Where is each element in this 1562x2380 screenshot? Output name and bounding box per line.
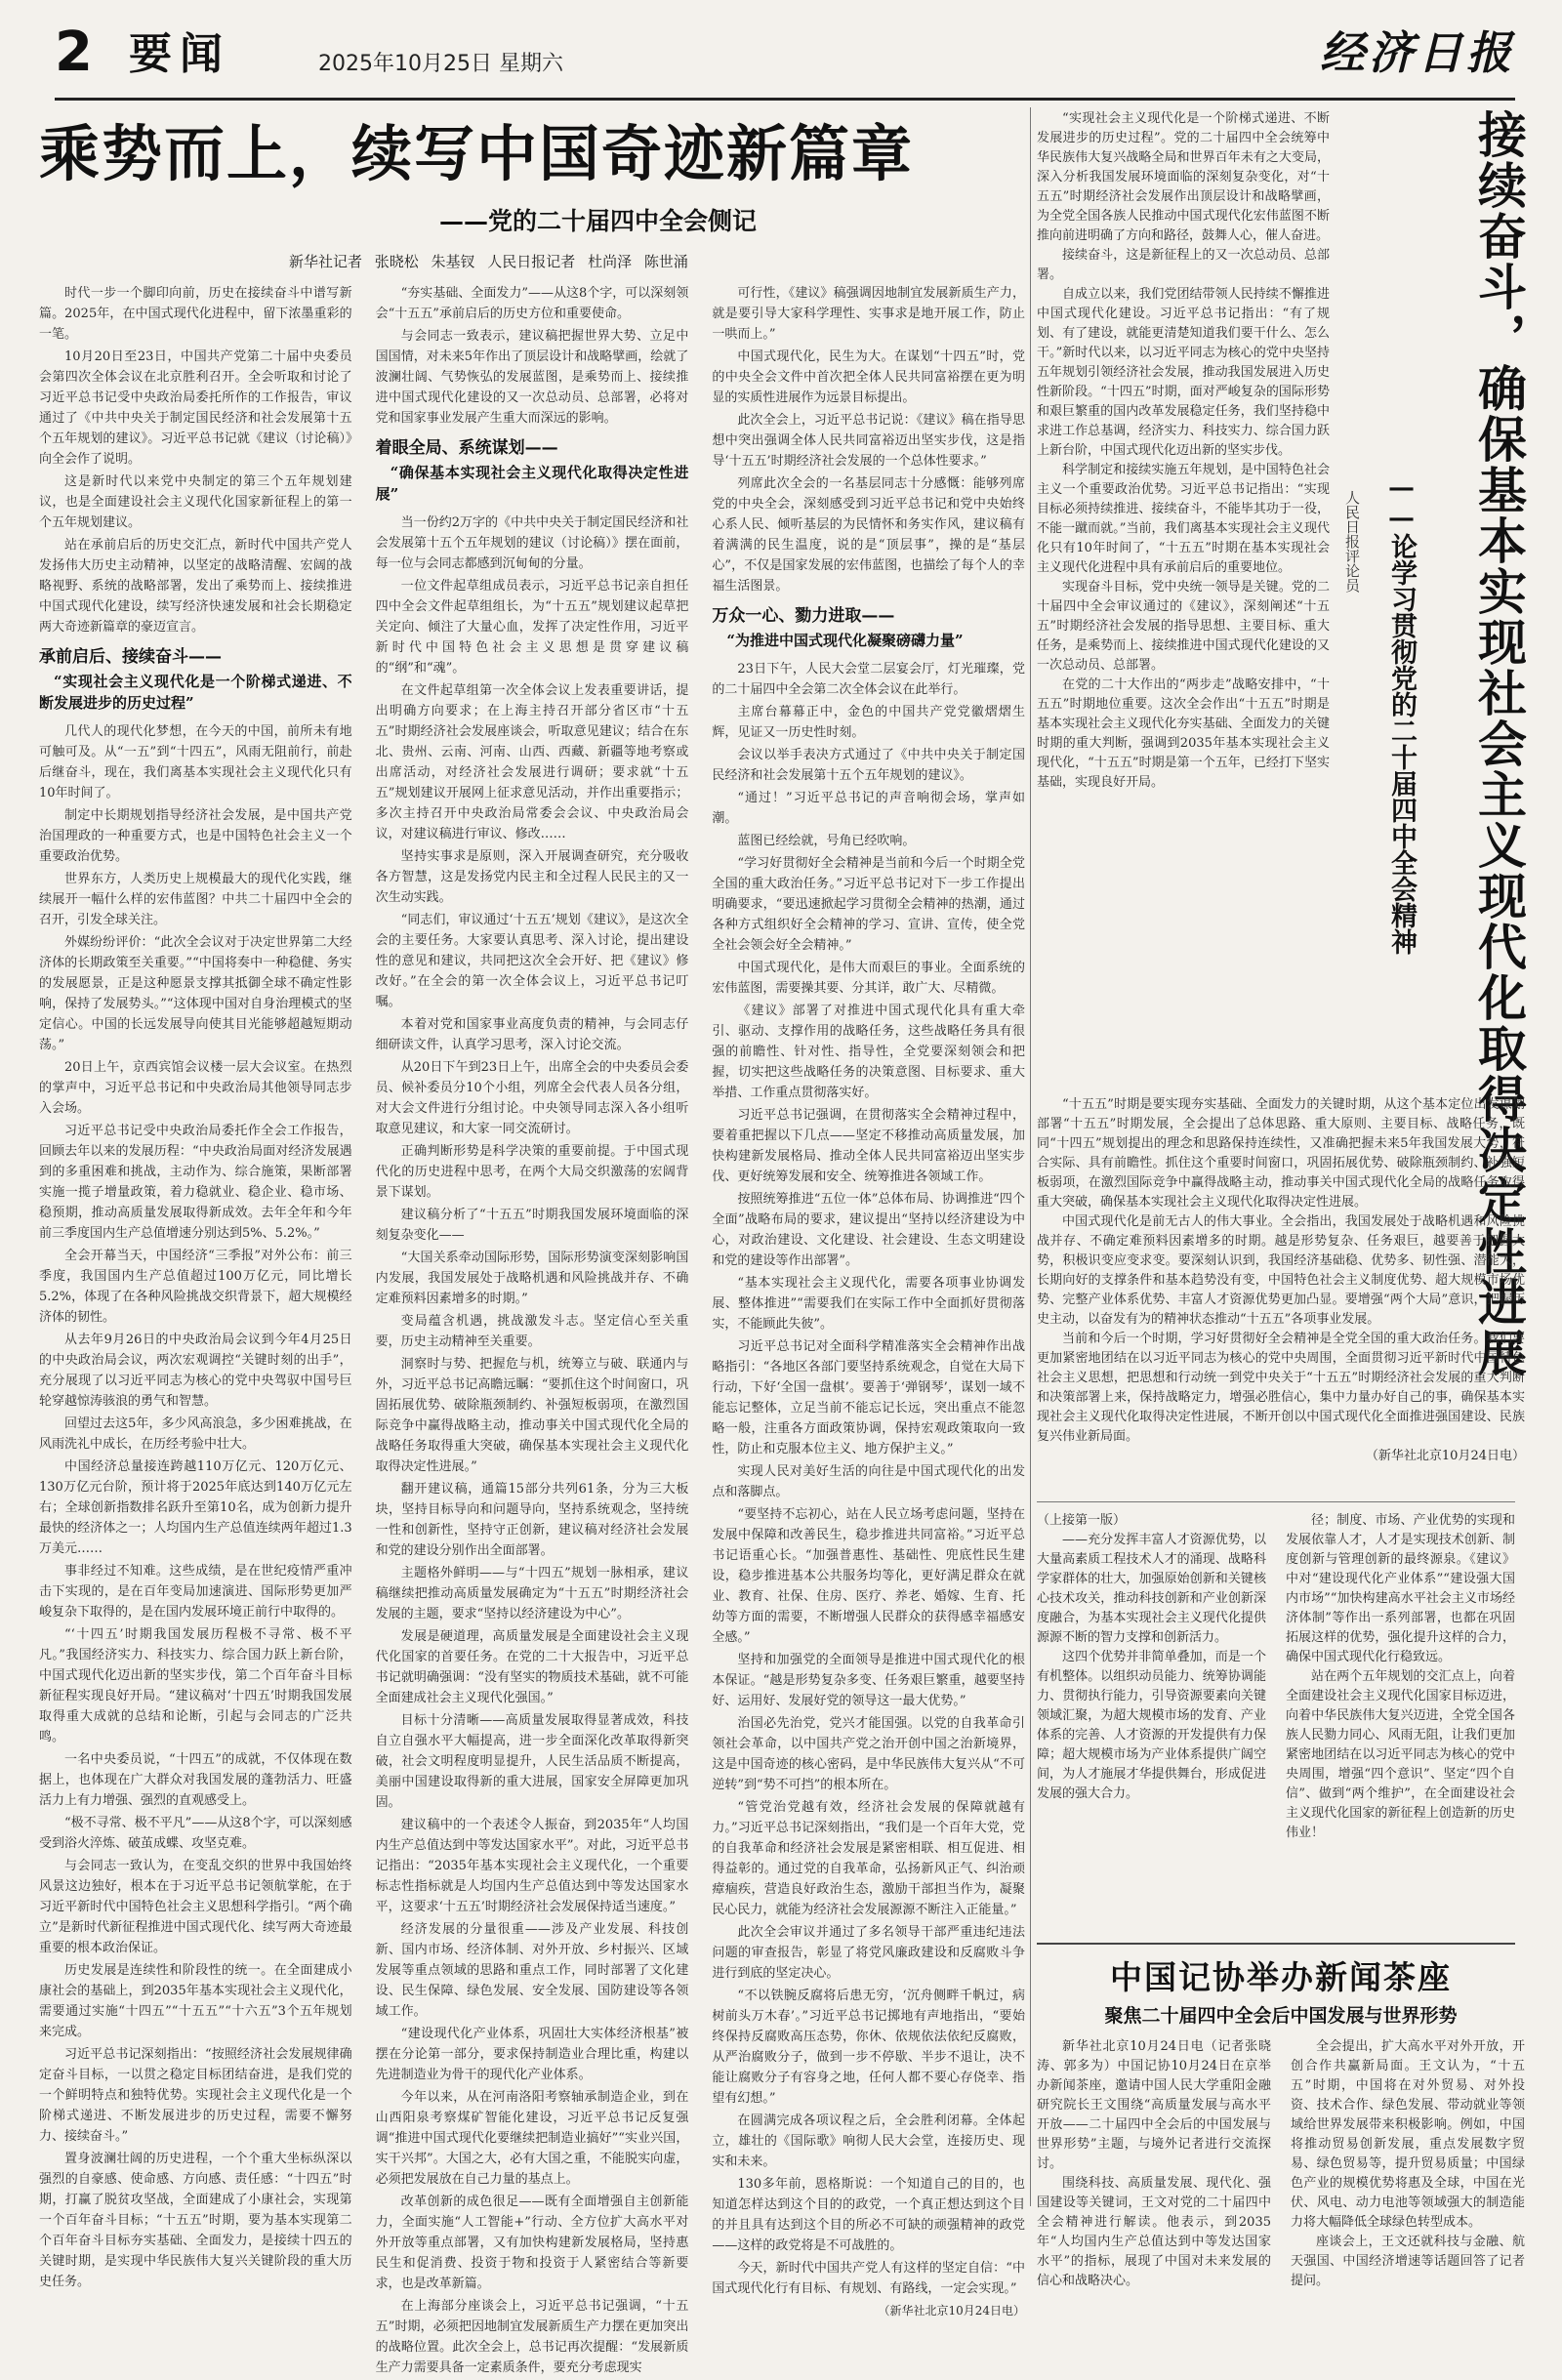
paragraph: 这四个优势并非简单叠加，而是一个有机整体。以组织动员能力、统筹协调能力、贯彻执行能力，引导资源要素向关键领域汇聚，为超大规模市场的发育、产业体系的完善、人才资源的开发提供有力保障；超大规模市场为产业体系提供广阔空间，为人才施展才华提供舞台，形成促进发展的强大合力。	[1037, 1650, 1266, 1801]
paragraph: 20日上午，京西宾馆会议楼一层大会议室。在热烈的掌声中，习近平总书记和中央政治局其他领导同志步入会场。	[39, 1060, 352, 1116]
paragraph: 回望过去这5年，多少风高浪急，多少困难挑战，在风雨洗礼中成长，在历经考验中壮大。	[39, 1416, 352, 1452]
section-divider	[1037, 1501, 1515, 1502]
paragraph: 中国式现代化是前无古人的伟大事业。全会指出，我国发展处于战略机遇和风险挑战并存、不确定难预料因素增多的时期。越是形势复杂、任务艰巨，越要善于把握大势，积极识变应变求变。要深刻认识到，我国经济基础稳、优势多、韧性强、潜能大，长期向好的支撑条件和基本趋势没有变，中国特色社会主义制度优势、超大规模市场优势、完整产业体系优势、丰富人才资源优势更加凸显。要增强“两个大局”意识，把握历史主动，以奋发有为的精神状态推动“十五五”各项事业发展。	[1037, 1214, 1525, 1327]
paragraph: “同志们，审议通过‘十五五’规划《建议》，是这次全会的主要任务。大家要认真思考、深入讨论，提出建设性的意见和建议，共同把这次全会开好、把《建议》修改好。”在全会的第一次全体会议上，习近平总书记叮嘱。	[375, 913, 689, 1009]
news-title: 中国记协举办新闻茶座	[1110, 1958, 1452, 1996]
commentary-text-top	[1037, 109, 1330, 1086]
section-heading: 承前启后、接续奋斗——	[39, 647, 222, 667]
commentary-author: 人民日报评论员	[1343, 490, 1361, 593]
paragraph: 本着对党和国家事业高度负责的精神，与会同志仔细研读文件，认真学习思考，深入讨论交流。	[375, 1017, 689, 1052]
paragraph: 在圆满完成各项议程之后，全会胜利闭幕。全体起立，雄壮的《国际歌》响彻人民大会堂，连接历史、现实和未来。	[712, 2113, 1025, 2169]
paragraph: 新华社北京10月24日电（记者张晓涛、郭多为）中国记协10月24日在京举办新闻茶座，邀请中国人民大学重阳金融研究院长王文围绕“高质量发展与高水平开放——二十届四中全会后的中国发展与世界形势”主题，与境外记者进行交流探讨。	[1037, 2039, 1271, 2171]
paragraph: 发展是硬道理，高质量发展是全面建设社会主义现代化国家的首要任务。在党的二十大报告中，习近平总书记就明确强调：“没有坚实的物质技术基础，就不可能全面建成社会主义现代化强国。”	[375, 1629, 689, 1705]
section-heading: 万众一心、勠力进取——	[712, 606, 895, 626]
paragraph: 从去年9月26日的中央政治局会议到今年4月25日的中央政治局会议，两次宏观调控“关键时刻的出手”，充分展现了以习近平同志为核心的党中央驾驭中国号巨轮穿越惊涛骇浪的勇气和智慧。	[39, 1333, 352, 1409]
paragraph: “不以铁腕反腐将后患无穷，‘沉舟侧畔千帆过，病树前头万木春’。”习近平总书记掷地有声地指出，“要始终保持反腐败高压态势，你休、依规依法依纪反腐败，从严治腐败分子，做到一步不停歇、半步不退让，决不能让腐败分子有容身之地，任何人都不要心存侥幸、指望有幻想。”	[712, 1989, 1025, 2106]
paragraph: 主席台幕幕正中，金色的中国共产党党徽熠熠生辉，见证又一历史性时刻。	[712, 705, 1025, 740]
paragraph: 与会同志一致表示，建议稿把握世界大势、立足中国国情，对未来5年作出了顶层设计和战略擘画，绘就了波澜壮阔、气势恢弘的发展蓝图，是乘势而上、接续推进中国式现代化建设的又一次总动员、总部署，必将对党和国家事业发展产生重大而深远的影响。	[375, 329, 689, 426]
paragraph: 建议稿分析了“十五五”时期我国发展环境面临的深刻复杂变化——	[375, 1208, 689, 1243]
paragraph: 130多年前，恩格斯说：一个知道自己的目的，也知道怎样达到这个目的的政党，一个真正想达到这个目的并且具有达到这个目的所必不可缺的顽强精神的政党——这样的政党将是不可战胜的。	[712, 2177, 1025, 2253]
paragraph: 事非经过不知难。这些成绩，是在世纪疫情严重冲击下实现的，是在百年变局加速演进、国际形势更加严峻复杂下取得的，是在国内发展环境正前行中取得的。	[39, 1564, 352, 1620]
paragraph: 改革创新的成色很足——既有全面增强自主创新能力，全面实施“人工智能+”行动、全方位扩大高水平对外开放等重点部署，又有加快构建新发展格局，坚持惠民生和促消费、投资于物和投资于人紧密结合等新要求，也是改革新篇。	[375, 2195, 689, 2291]
paragraph: 站在两个五年规划的交汇点上，向着全面建设社会主义现代化国家目标迈进，向着中华民族伟大复兴迈进，全党全国各族人民勠力同心、风雨无阻，让我们更加紧密地团结在以习近平同志为核心的党中央周围，增强“四个意识”、坚定“四个自信”、做到“两个维护”，在全面建设社会主义现代化国家的新征程上创造新的历史伟业！	[1286, 1669, 1515, 1840]
section-divider	[1037, 1943, 1515, 1945]
paragraph: 置身波澜壮阔的历史进程，一个个重大坐标纵深以强烈的自豪感、使命感、方向感、责任感：“十四五”时期，打赢了脱贫攻坚战，全面建成了小康社会，实现第一个百年奋斗目标；“十五五”时期，要为基本实现第二个百年奋斗目标夯实基础、全面发力，是接续十四五的关键时期，是实现中华民族伟大复兴关键阶段的重大历史任务。	[39, 2152, 352, 2289]
paragraph: 此次全会上，习近平总书记说：《建议》稿在指导思想中突出强调全体人民共同富裕迈出坚实步伐，这是指导‘十五五’时期经济社会发展的一个总体性要求。”	[712, 413, 1025, 469]
paragraph: 翻开建议稿，通篇15部分共列61条，分为三大板块，坚持目标导向和问题导向，坚持系统观念，坚持统一性和创新性，坚持守正创新，建议稿对经济社会发展和党的建设分别作出全面部署。	[375, 1482, 689, 1558]
paragraph: 几代人的现代化梦想，在今天的中国，前所未有地可触可及。从“一五”到“十四五”，风雨无阻前行，前赴后继奋斗，现在，我们离基本实现社会主义现代化只有10年时间了。	[39, 724, 352, 800]
article-column-2	[376, 283, 689, 2380]
paragraph: 经济发展的分量很重——涉及产业发展、科技创新、国内市场、经济体制、对外开放、乡村振兴、区域发展等重点领域的思路和重点工作，同时部署了文化建设、民生保障、绿色发展、安全发展、国防建设等各领域工作。	[375, 1922, 689, 2019]
column-divider	[1030, 107, 1031, 2206]
paragraph: 围绕科技、高质量发展、现代化、强国建设等关键词，王文对党的二十届四中全会精神进行解读。他表示，到2035年“人均国内生产总值达到中等发达国家水平”的指标，展现了中国对未来发展的信心和战略决心。	[1037, 2176, 1271, 2288]
paragraph: 今天，新时代中国共产党人有这样的坚定自信：“中国式现代化行有目标、有规划、有路线，一定会实现。”	[712, 2261, 1025, 2296]
paragraph: “基本实现社会主义现代化，需要各项事业协调发展、整体推进”“需要我们在实际工作中全面抓好贯彻落实，不能顾此失彼”。	[712, 1276, 1025, 1332]
paragraph: 一名中央委员说，“十四五”的成就，不仅体现在数据上，也体现在广大群众对我国发展的蓬勃活力、旺盛活力上有力增强、强烈的直观感受上。	[39, 1752, 352, 1808]
section-name: 要闻	[129, 29, 230, 79]
paragraph: 外媒纷纷评价：“此次全会议对于决定世界第二大经济体的长期政策至关重要。”“中国将奏中一种稳健、务实的发展愿景，正是这种愿景支撑其抵御全球不确定性影响，保持了发展势头。”“这体现中国对自身治理模式的坚定信心。中国的长远发展导向使其目光能够超越短期动荡。”	[39, 935, 352, 1052]
paragraph: “通过！”习近平总书记的声音响彻会场，掌声如潮。	[712, 791, 1025, 826]
paragraph: 习近平总书记强调，在贯彻落实全会精神过程中，要着重把握以下几点——坚定不移推动高质量发展，加快构建新发展格局、推动全体人民共同富裕迈出坚实步伐、更好统筹发展和安全、统筹推进各领域工作。	[712, 1108, 1025, 1184]
paragraph: 在上海部分座谈会上，习近平总书记强调，“十五五”时期，必须把因地制宜发展新质生产力摆在更加突出的战略位置。此次全会上，总书记再次提醒：“发展新质生产力需要具备一定素质条件，要充分考虑现实	[375, 2299, 689, 2375]
paragraph: 23日下午，人民大会堂二层宴会厅，灯光璀璨，党的二十届四中全会第二次全体会议在此举行。	[712, 662, 1025, 697]
paragraph: “学习好贯彻好全会精神是当前和今后一个时期全党全国的重大政治任务。”习近平总书记对下一步工作提出明确要求，“要迅速掀起学习贯彻全会精神的热潮，通过各种方式组织好全会精神的学习、宣讲、宣传，使全党全社会领会好全会精神。”	[712, 856, 1025, 953]
paragraph: 列席此次全会的一名基层同志十分感慨：能够列席党的中央全会，深刻感受到习近平总书记和党中央始终心系人民、倾听基层的为民情怀和务实作风，建议稿有着满满的民生温度，说的是“顶层事”，操的是“基层心”，不仅是国家发展的宏伟蓝图，也描绘了每个人的幸福生活图景。	[712, 476, 1025, 594]
news-column-2	[1291, 2037, 1525, 2291]
paragraph: 正确判断形势是科学决策的重要前提。于中国式现代化的历史进程中思考，在两个大局交织激荡的宏阔背景下谋划。	[375, 1144, 689, 1200]
paragraph: 全会开幕当天，中国经济“三季报”对外公布：前三季度，我国国内生产总值超过100万亿元，同比增长5.2%，体现了在各种风险挑战交织背景下，超大规模经济体的韧性。	[39, 1249, 352, 1325]
paragraph: 习近平总书记对全面科学精准落实全会精神作出战略指引：“各地区各部门要坚持系统观念，自觉在大局下行动，下好‘全国一盘棋’。要善于‘弹钢琴’，谋划一域不能忘记整体，立足当前不能忘记长远，突出重点不能忽略一般，注重各方面政策协调，保持宏观政策取向一致性，防止和克服本位主义、地方保护主义。”	[712, 1339, 1025, 1457]
paragraph: 中国经济总量接连跨越110万亿元、120万亿元、130万亿元台阶，预计将于2025年底达到140万亿元左右；全球创新指数排名跃升至第10名，成为创新力提升最快的经济体之一；人均国内生产总值连续两年超过1.3万美元……	[39, 1459, 352, 1556]
paragraph: “极不寻常、极不平凡”——从这8个字，可以深刻感受到浴火淬炼、破茧成蝶、攻坚克难。	[39, 1816, 352, 1851]
paragraph: 从20日下午到23日上午，出席全会的中央委员会委员、候补委员分10个小组，列席全会代表人员各分组，对大会文件进行分组讨论。中央领导同志深入各小组听取意见建议，和大家一同交流研讨。	[375, 1060, 689, 1136]
paragraph: 中国式现代化，是伟大而艰巨的事业。全面系统的宏伟蓝图，需要操其要、分其详，敢广大、尽精微。	[712, 961, 1025, 996]
continued-tag: （上接第一版）	[1037, 1513, 1127, 1528]
news-article	[1037, 1957, 1525, 2288]
continued-column-2	[1286, 1511, 1515, 1921]
header-divider	[55, 98, 1515, 101]
paragraph: “‘十四五’时期我国发展历程极不寻常、极不平凡。”我国经济实力、科技实力、综合国力跃上新台阶，中国式现代化迈出新的坚实步伐，第二个百年奋斗目标新征程实现良好开局。“建议稿对‘十四五’时期我国发展取得重大成就的总结和论断，引起与会同志的广泛共鸣。	[39, 1627, 352, 1744]
paragraph: 10月20日至23日，中国共产党第二十届中央委员会第四次全体会议在北京胜利召开。全会听取和讨论了习近平总书记受中央政治局委托所作的工作报告，审议通过了《中共中央关于制定国民经济和社会发展第十五个五年规划的建议》。习近平总书记就《建议（讨论稿）》向全会作了说明。	[39, 349, 352, 467]
news-column-1	[1037, 2037, 1271, 2291]
paragraph: 今年以来，从在河南洛阳考察轴承制造企业，到在山西阳泉考察煤矿智能化建设，习近平总书记反复强调“推进中国式现代化要继续把制造业搞好”“实业兴国，实干兴邦”。大国之大，必有大国之重，不能脱实向虚，必须把发展放在自己力量的基点上。	[375, 2090, 689, 2187]
page-header	[55, 21, 1515, 92]
main-article-body	[39, 283, 1025, 2375]
article-column-1	[39, 283, 352, 2380]
paragraph: “夯实基础、全面发力”——从这8个字，可以深刻领会“十五五”承前启后的历史方位和重要使命。	[375, 286, 689, 321]
page-number: 2	[55, 21, 93, 84]
commentary-title: 接续奋斗，确保基本实现社会主义现代化取得决定性进展	[1470, 109, 1527, 1378]
dateline-signoff: （新华社北京10月24日电）	[878, 2304, 1025, 2318]
paragraph: “十五五”时期是要实现夯实基础、全面发力的关键时期，从这个基本定位出发谋划部署“十五五”时期发展，全会提出了总体思路、重大原则、主要目标、战略任务，既同“十四五”规划提出的理念和思路保持连续性，又准确把握未来5年我国发展大势，符合实际、具有前瞻性。抓住这个重要时间窗口，巩固拓展优势、破除瓶颈制约、补强短板弱项，在激烈国际竞争中赢得战略主动，推动事关中国式现代化全局的战略任务取得重大突破，确保基本实现社会主义现代化取得决定性进展。	[1037, 1097, 1525, 1210]
paragraph: 科学制定和接续实施五年规划，是中国特色社会主义一个重要政治优势。习近平总书记指出：“实现目标必须持续推进、接续奋斗，不能毕其功于一役，不能一蹴而就。”当前，我们离基本实现社会主义现代化只有10年时间了，“十五五”时期在基本实现社会主义现代化进程中具有承前启后的重要地位。	[1037, 463, 1330, 575]
paragraph: 径；制度、市场、产业优势的实现和发展依靠人才，人才是实现技术创新、制度创新与管理创新的最终源泉。《建议》中对“建设现代化产业体系”“建设强大国内市场”“加快构建高水平社会主义市场经济体制”等作出一系列部署，也都在巩固拓展这样的优势，强化提升这样的合力，确保中国式现代化行稳致远。	[1286, 1513, 1515, 1664]
paragraph: 当一份约2万字的《中共中央关于制定国民经济和社会发展第十五个五年规划的建议（讨论稿）》摆在面前，每一位与会同志都感到沉甸甸的分量。	[375, 515, 689, 571]
paragraph: “要坚持不忘初心，站在人民立场考虑问题，坚持在发展中保障和改善民生，稳步推进共同富裕。”习近平总书记语重心长。“加强普惠性、基础性、兜底性民生建设，稳步推进基本公共服务均等化，更好满足群众在就业、教育、社保、住房、医疗、养老、婚嫁、生育、托幼等方面的需要，不断增强人民群众的获得感幸福感安全感。”	[712, 1507, 1025, 1645]
main-article-byline: 新华社记者 张晓松 朱基钗 人民日报记者 杜尚泽 陈世涌	[289, 253, 688, 270]
commentary-subtitle: ——论学习贯彻党的二十届四中全会精神	[1386, 472, 1417, 955]
paragraph: 实现人民对美好生活的向往是中国式现代化的出发点和落脚点。	[712, 1464, 1025, 1499]
paragraph: 可行性，《建议》稿强调因地制宜发展新质生产力，就是要引导大家科学理性、实事求是地开展工作，防止一哄而上。”	[712, 286, 1025, 342]
paragraph: 这是新时代以来党中央制定的第三个五年规划建议，也是全面建设社会主义现代化国家新征程上的第一个五年规划建议。	[39, 474, 352, 530]
paragraph: “大国关系牵动国际形势，国际形势演变深刻影响国内发展，我国发展处于战略机遇和风险挑战并存、不确定难预料因素增多的时期。”	[375, 1251, 689, 1306]
paragraph: 变局蕴含机遇，挑战激发斗志。坚定信心至关重要，历史主动精神至关重要。	[375, 1314, 689, 1349]
paragraph: 站在承前启后的历史交汇点，新时代中国共产党人发扬伟大历史主动精神，以坚定的战略清醒、宏阔的战略视野、系统的战略部署，发出了乘势而上、接续推进中国式现代化建设，续写经济快速发展和社会长期稳定两大奇迹新篇章的豪迈宣言。	[39, 538, 352, 635]
paragraph: 习近平总书记受中央政治局委托作全会工作报告，回顾去年以来的发展历程：“中央政治局面对经济发展遇到的多重困难和挑战，主动作为、综合施策，果断部署实施一揽子增量政策，着力稳就业、稳企业、稳市场、稳预期，推动高质量发展取得新成效。去年全年和今年前三季度国内生产总值增速分别达到5%、5.2%。”	[39, 1124, 352, 1241]
paragraph: 一位文件起草组成员表示，习近平总书记亲自担任四中全会文件起草组组长，为“十五五”规划建议起草把关定向、倾注了大量心血，发挥了决定性作用，习近平新时代中国特色社会主义思想是贯穿建议稿的“纲”和“魂”。	[375, 579, 689, 676]
paragraph: 时代一步一个脚印向前，历史在接续奋斗中谱写新篇。2025年，在中国式现代化进程中，留下浓墨重彩的一笔。	[39, 286, 352, 342]
paragraph: 洞察时与势、把握危与机，统筹立与破、联通内与外，习近平总书记高瞻远瞩：“要抓住这个时间窗口，巩固拓展优势、破除瓶颈制约、补强短板弱项，在激烈国际竞争中赢得战略主动，推动事关中国式现代化全局的战略任务取得重大突破，确保基本实现社会主义现代化取得决定性进展。”	[375, 1357, 689, 1474]
main-article-subtitle: ——党的二十届四中全会侧记	[439, 207, 758, 235]
paragraph: 制定中长期规划指导经济社会发展，是中国共产党治国理政的一种重要方式，也是中国特色社会主义一个重要政治优势。	[39, 808, 352, 864]
paragraph: 目标十分清晰——高质量发展取得显著成效，科技自立自强水平大幅提高，进一步全面深化改革取得新突破，社会文明程度明显提升，人民生活品质不断提高，美丽中国建设取得新的重大进展，国家安全屏障更加巩固。	[375, 1713, 689, 1810]
paragraph: 自成立以来，我们党团结带领人民持续不懈推进中国式现代化建设。习近平总书记指出：“有了规划、有了建设，就能更清楚知道我们要干什么、怎么干。”新时代以来，以习近平同志为核心的党中央坚持五年规划引领经济社会发展，推动我国发展进入历史性新阶段。“十四五”时期，面对严峻复杂的国际形势和艰巨繁重的国内改革发展稳定任务，我们坚持稳中求进工作总基调，经济实力、科技实力、综合国力跃上新台阶，中国式现代化迈出新的坚实步伐。	[1037, 287, 1330, 458]
paragraph: 坚持和加强党的全面领导是推进中国式现代化的根本保证。“越是形势复杂多变、任务艰巨繁重，越要坚持好、运用好、发展好党的领导这一最大优势。”	[712, 1653, 1025, 1708]
paragraph: 接续奋斗，这是新征程上的又一次总动员、总部署。	[1037, 248, 1330, 282]
article-column-3	[712, 283, 1025, 2380]
continued-column-1	[1037, 1511, 1266, 1921]
commentary-text-bottom	[1037, 1095, 1525, 1515]
paragraph: “实现社会主义现代化是一个阶梯式递进、不断发展进步的历史过程”。党的二十届四中全会统筹中华民族伟大复兴战略全局和世界百年未有之大变局，深入分析我国发展环境面临的深刻复杂变化，对“十五五”时期经济社会发展作出顶层设计和战略擘画，为全党全国各族人民推动中国式现代化宏伟蓝图不断推向前进明确了方向和路径，鼓舞人心，催人奋进。	[1037, 111, 1330, 243]
paragraph: 历史发展是连续性和阶段性的统一。在全面建成小康社会的基础上，到2035年基本实现社会主义现代化，需要通过实施“十四五”“十五五”“十六五”3个五年规划来完成。	[39, 1963, 352, 2039]
main-article-title: 乘势而上，续写中国奇迹新篇章	[39, 118, 915, 189]
paragraph: 治国必先治党，党兴才能国强。以党的自我革命引领社会革命，以中国共产党之治开创中国之治新境界，这是中国奇迹的核心密码，是中华民族伟大复兴从“不可逆转”到“势不可挡”的根本所在。	[712, 1716, 1025, 1792]
newspaper-masthead: 经济日报	[1320, 26, 1515, 79]
paragraph: 当前和今后一个时期，学习好贯彻好全会精神是全党全国的重大政治任务。我们要更加紧密地团结在以习近平同志为核心的党中央周围，全面贯彻习近平新时代中国特色社会主义思想，把思想和行动统一到党中央关于“十五五”时期经济社会发展的重大判断和决策部署上来，保持战略定力，增强必胜信心，集中力量办好自己的事，确保基本实现社会主义现代化取得决定性进展，不断开创以中国式现代化全面推进强国建设、民族复兴伟业新局面。	[1037, 1332, 1525, 1444]
paragraph: 在文件起草组第一次全体会议上发表重要讲话，提出明确方向要求；在上海主持召开部分省区市“十五五”时期经济社会发展座谈会，听取意见建议；结合在东北、贵州、云南、河南、山西、西藏、新疆等地考察或出席活动，对经济社会发展进行调研；要求就“十五五”规划建议开展网上征求意见活动，并作出重要指示；多次主持召开中央政治局常委会会议、中央政治局会议，对建议稿进行审议、修改……	[375, 683, 689, 841]
news-subtitle: 聚焦二十届四中全会后中国发展与世界形势	[1104, 2005, 1458, 2027]
paragraph: “管党治党越有效，经济社会发展的保障就越有力。”习近平总书记深刻指出，“我们是一个百年大党，党的自我革命和经济社会发展是紧密相联、相互促进、相得益彰的。通过党的自我革命，弘扬新风正气、纠治顽瘴痼疾，营造良好政治生态，激励干部担当作为，凝聚民心民力，就能为经济社会发展源源不断注入正能量。”	[712, 1800, 1025, 1917]
paragraph: 在党的二十大作出的“两步走”战略安排中，“十五五”时期地位重要。这次全会作出“十五五”时期是基本实现社会主义现代化夯实基础、全面发力的关键时期的重大判断，强调到2035年基本实现社会主义现代化，“十五五”时期是第一个五年，已经打下坚实基础，实现良好开局。	[1037, 677, 1330, 790]
dateline-signoff: （新华社北京10月24日电）	[1365, 1449, 1525, 1463]
paragraph: ——充分发挥丰富人才资源优势，以大量高素质工程技术人才的涌现、战略科学家群体的壮大，加强原始创新和关键核心技术攻关，推动科技创新和产业创新深度融合，为基本实现社会主义现代化提供源源不断的智力支撑和创新活力。	[1037, 1533, 1266, 1645]
section-quote-heading: “为推进中国式现代化凝聚磅礴力量”	[726, 632, 964, 649]
paragraph: 建议稿中的一个表述令人振奋，到2035年“人均国内生产总值达到中等发达国家水平”。对此，习近平总书记指出：“2035年基本实现社会主义现代化，一个重要标志性指标就是人均国内生产总值达到中等发达国家水平，这要求‘十五五’时期经济社会发展保持适当速度。”	[375, 1818, 689, 1914]
paragraph: 世界东方，人类历史上规模最大的现代化实践，继续展开一幅什么样的宏伟蓝图？中共二十届四中全会的召开，引发全球关注。	[39, 872, 352, 927]
section-quote-heading: “实现社会主义现代化是一个阶梯式递进、不断发展进步的历史过程”	[39, 673, 352, 712]
paragraph: 实现奋斗目标，党中央统一领导是关键。党的二十届四中全会审议通过的《建议》，深刻阐述“十五五”时期经济社会发展的指导思想、主要目标、重大任务，是乘势而上、接续推进中国式现代化建设的又一次总动员、总部署。	[1037, 580, 1330, 673]
section-heading: 着眼全局、系统谋划——	[375, 438, 558, 458]
paragraph: 座谈会上，王文还就科技与金融、航天强国、中国经济增速等话题回答了记者提问。	[1291, 2235, 1525, 2288]
paragraph: 此次全会审议并通过了多名领导干部严重违纪违法问题的审查报告，彰显了将党风廉政建设和反腐败斗争进行到底的坚定决心。	[712, 1925, 1025, 1981]
paragraph: 全会提出，扩大高水平对外开放，开创合作共赢新局面。王文认为，“十五五”时期，中国将在对外贸易、对外投资、技术合作、绿色发展、带动就业等领域给世界发展带来积极影响。例如，中国将推动贸易创新发展，重点发展数字贸易、绿色贸易等，提升贸易质量；中国绿色产业的规模优势将惠及全球，中国在光伏、风电、动力电池等领域强大的制造能力将大幅降低全球绿色转型成本。	[1291, 2039, 1525, 2230]
paragraph: 与会同志一致认为，在变乱交织的世界中我国始终风景这边独好，根本在于习近平总书记领航掌舵，在于习近平新时代中国特色社会主义思想科学指引。“两个确立”是新时代新征程推进中国式现代化、续写两大奇迹最重要的根本政治保证。	[39, 1859, 352, 1955]
paragraph: 按照统筹推进“五位一体”总体布局、协调推进“四个全面”战略布局的要求，建议提出“坚持以经济建设为中心，对政治建设、文化建设、社会建设、生态文明建设和党的建设等作出部署”。	[712, 1192, 1025, 1268]
paragraph: 中国式现代化，民生为大。在谋划“十四五”时，党的中央全会文件中首次把全体人民共同富裕摆在更为明显的实质性进展作为远景目标提出。	[712, 349, 1025, 405]
paragraph: 会议以举手表决方式通过了《中共中央关于制定国民经济和社会发展第十五个五年规划的建议》。	[712, 748, 1025, 783]
paragraph: 习近平总书记深刻指出：“按照经济社会发展规律确定奋斗目标，一以贯之稳定目标团结奋进，是我们党的一个鲜明特点和独特优势。实现社会主义现代化是一个阶梯式递进、不断发展进步的历史过程，需要不懈努力、接续奋斗。”	[39, 2047, 352, 2144]
section-quote-heading: “确保基本实现社会主义现代化取得决定性进展”	[375, 464, 689, 503]
issue-date: 2025年10月25日 星期六	[318, 52, 563, 76]
paragraph: 《建议》部署了对推进中国式现代化具有重大牵引、驱动、支撑作用的战略任务，这些战略任务具有很强的前瞻性、针对性、指导性，全党要深刻领会和把握，切实把这些战略任务的决策意图、目标要求、重大举措、工作重点贯彻落实好。	[712, 1004, 1025, 1100]
paragraph: 主题格外鲜明——与“十四五”规划一脉相承，建议稿继续把推动高质量发展确定为“十五五”时期经济社会发展的主题，要求“坚持以经济建设为中心”。	[375, 1566, 689, 1621]
paragraph: “建设现代化产业体系，巩固壮大实体经济根基”被摆在分论第一部分，要求保持制造业合理比重，构建以先进制造业为骨干的现代化产业体系。	[375, 2027, 689, 2082]
continued-article	[1037, 1511, 1515, 1921]
paragraph: 蓝图已经绘就，号角已经吹响。	[737, 834, 916, 848]
paragraph: 坚持实事求是原则，深入开展调查研究，充分吸收各方智慧，这是发扬党内民主和全过程人民民主的又一次生动实践。	[375, 849, 689, 905]
